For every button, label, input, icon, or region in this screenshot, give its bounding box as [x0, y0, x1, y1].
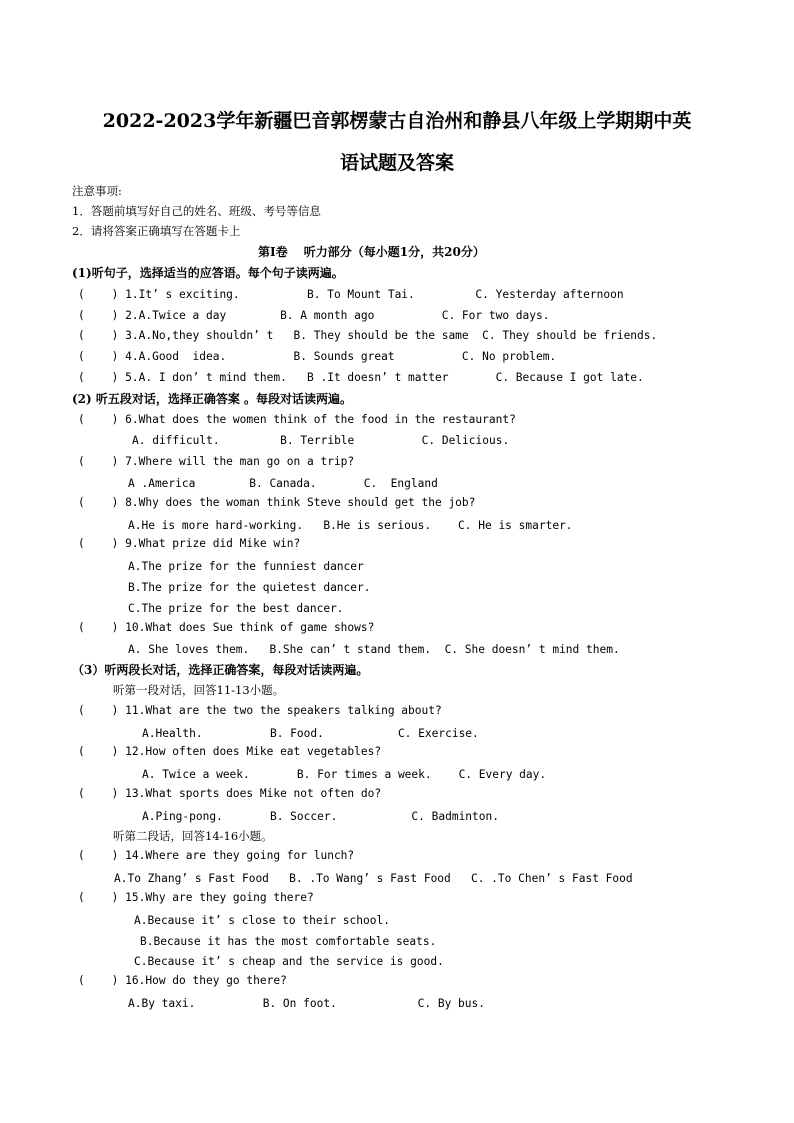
question-14-options: A.To Zhang’ s Fast Food B. .To Wang’ s Fast Food C. .To Chen’ s Fast Food — [114, 872, 633, 885]
question-15-option-b: B.Because it has the most comfortable seats. — [140, 935, 437, 948]
question-6: ( ) 6.What does the women think of the food in the restaurant? — [78, 413, 516, 426]
question-13: ( ) 13.What sports does Mike not often do? — [78, 787, 382, 800]
question-5: ( ) 5.A. I don’ t mind them. B .It doesn’ t matter C. Because I got late. — [78, 371, 644, 384]
question-11-options: A.Health. B. Food. C. Exercise. — [142, 727, 479, 740]
question-11: ( ) 11.What are the two the speakers talking about? — [78, 704, 442, 717]
question-1: ( ) 1.It’ s exciting. B. To Mount Tai. C. Yesterday afternoon — [78, 288, 624, 301]
section2-heading: (2) 听五段对话，选择正确答案 。每段对话读两遍。 — [72, 392, 353, 406]
question-15: ( ) 15.Why are they going there? — [78, 891, 314, 904]
question-9-option-c: C.The prize for the best dancer. — [128, 602, 344, 615]
question-14: ( ) 14.Where are they going for lunch? — [78, 849, 355, 862]
question-12-options: A. Twice a week. B. For times a week. C. Every day. — [142, 768, 547, 781]
document-title-line2: 语试题及答案 — [339, 152, 454, 174]
document-title-line1: 2022-2023学年新疆巴音郭楞蒙古自治州和静县八年级上学期期中英 — [102, 110, 692, 132]
question-10: ( ) 10.What does Sue think of game shows? — [78, 621, 375, 634]
question-9-option-a: A.The prize for the funniest dancer — [128, 560, 364, 573]
question-4: ( ) 4.A.Good idea. B. Sounds great C. No problem. — [78, 350, 557, 363]
question-9: ( ) 9.What prize did Mike win? — [78, 537, 301, 550]
question-2: ( ) 2.A.Twice a day B. A month ago C. For two days. — [78, 309, 550, 322]
question-10-options: A. She loves them. B.She can’ t stand them. C. She doesn’ t mind them. — [128, 643, 620, 656]
question-15-option-a: A.Because it’ s close to their school. — [134, 914, 390, 927]
question-3: ( ) 3.A.No,they shouldn’ t B. They should be the same C. They should be friends. — [78, 329, 658, 342]
dialog1-instruction: 听第一段对话，回答11-13小题。 — [113, 683, 285, 697]
dialog2-instruction: 听第二段话，回答14-16小题。 — [113, 829, 273, 843]
question-9-option-b: B.The prize for the quietest dancer. — [128, 581, 371, 594]
question-7-options: A .America B. Canada. C. England — [128, 477, 438, 490]
notice-item-1: 1．答题前填写好自己的姓名、班级、考号等信息 — [72, 204, 321, 218]
question-12: ( ) 12.How often does Mike eat vegetables? — [78, 745, 382, 758]
question-6-options: A. difficult. B. Terrible C. Delicious. — [132, 434, 510, 447]
question-7: ( ) 7.Where will the man go on a trip? — [78, 455, 355, 468]
notice-item-2: 2．请将答案正确填写在答题卡上 — [72, 224, 241, 238]
question-15-option-c: C.Because it’ s cheap and the service is good. — [134, 955, 444, 968]
question-8: ( ) 8.Why does the woman think Steve should get the job? — [78, 496, 476, 509]
part1-heading: 第Ⅰ卷 听力部分（每小题1分，共20分） — [258, 245, 485, 259]
question-8-options: A.He is more hard-working. B.He is serious. C. He is smarter. — [128, 519, 573, 532]
notice-heading: 注意事项: — [72, 184, 122, 198]
question-16-options: A.By taxi. B. On foot. C. By bus. — [128, 997, 485, 1010]
question-16: ( ) 16.How do they go there? — [78, 974, 287, 987]
section3-heading: （3）听两段长对话，选择正确答案，每段对话读两遍。 — [72, 663, 369, 677]
question-13-options: A.Ping-pong. B. Soccer. C. Badminton. — [142, 810, 499, 823]
section1-heading: (1)听句子，选择适当的应答语。每个句子读两遍。 — [72, 266, 344, 280]
